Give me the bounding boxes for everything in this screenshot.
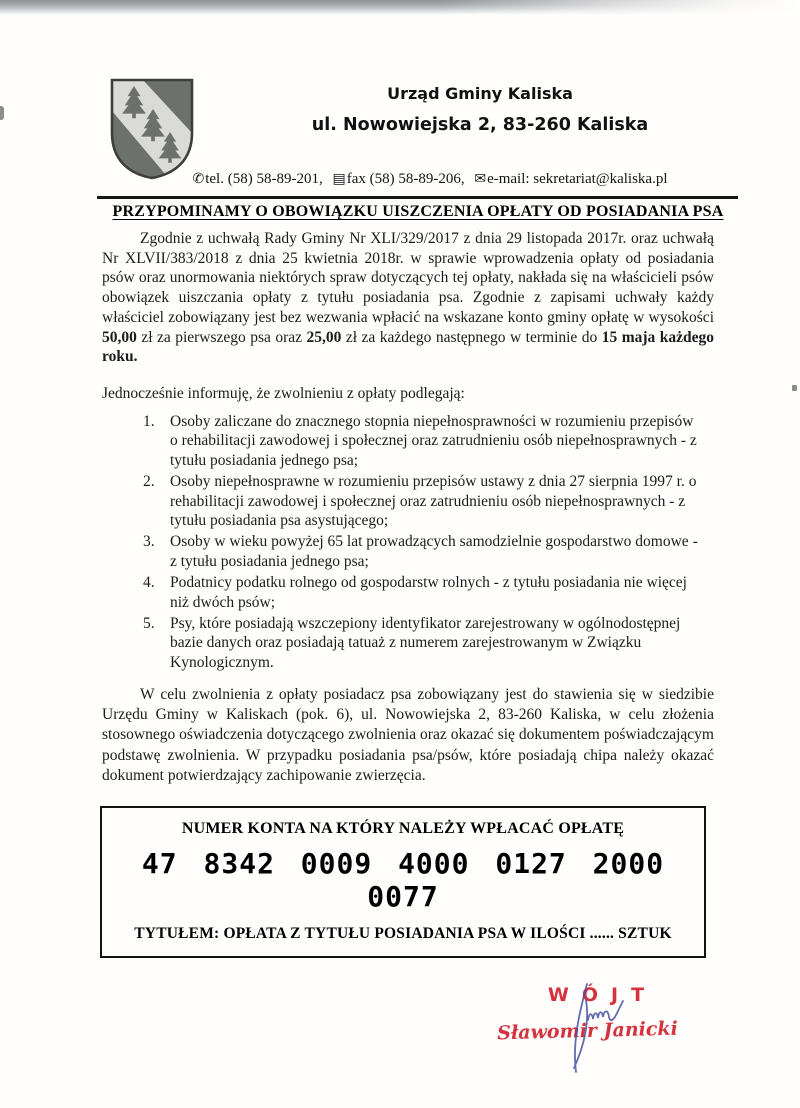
paragraph-text: zł za każdego następnego w terminie do xyxy=(341,328,602,346)
exemptions-list xyxy=(102,412,702,674)
paragraph-text: Zgodnie z uchwałą Rady Gminy Nr XLI/329/2017 z dnia 29 listopada 2017r. oraz uchwałą Nr XLVII/383/2018 z dnia 25 kwietnia 2018r. w sprawie wprowadzenia opłaty od posiadania psów oraz unormowania niektórych spraw dotyczących tej opłaty, nakłada się na właścicieli psów obowiązek uiszczania opłaty z tytułu posiadania psa. Zgodnie z zapisami uchwały każdy właściciel zobowiązany jest bez wezwania wpłacić na wskazane konto gminy opłatę w wysokości xyxy=(102,230,714,326)
scan-speck-artifact xyxy=(792,385,797,391)
list-item-text: Psy, które posiadają wszczepiony identyfikator zarejestrowany w ogólnodostępnej bazie danych oraz posiadają tatuaż z numerem zarejestrowanym w Związku Kynologicznym. xyxy=(170,615,681,671)
list-item-number: 3. xyxy=(143,533,155,551)
exemptions-intro: Jednocześnie informuję, że zwolnieniu z opłaty podlegają: xyxy=(102,385,465,402)
list-item xyxy=(102,573,702,612)
paragraph-exemption-procedure: W celu zwolnienia z opłaty posiadacz psa zobowiązany jest do stawienia się w siedzibie Urzędu Gminy w Kaliskach (pok. 6), ul. Nowowiejska 2, 83-260 Kaliska, w celu złożenia stosownego oświadczenia dotyczącego zwolnienia oraz okazać się dokumentem poświadczającym podstawę zwolnienia. W przypadku posiadania psa/psów, które posiadają chipa należy okazać dokument potwierdzający zachipowanie zwierzęcia. xyxy=(102,686,714,784)
list-item-text: Osoby w wieku powyżej 65 lat prowadzących samodzielnie gospodarstwo domowe - z tytułu posiadania jednego psa; xyxy=(170,533,698,570)
list-item xyxy=(102,614,702,672)
email-icon: ✉ xyxy=(474,172,487,187)
mayor-role-stamp: WÓJT xyxy=(547,984,658,1006)
contact-line xyxy=(125,171,735,188)
list-item-number: 5. xyxy=(143,615,155,633)
list-item-text: Osoby zaliczane do znacznego stopnia niepełnosprawności w rozumieniu przepisów o rehabilitacji zawodowej i społecznej oraz zatrudnieniu osób niepełnosprawnych - z tytułu posiadania jednego psa; xyxy=(170,413,697,469)
payment-deadline: 15 maja każdego roku. xyxy=(102,328,714,366)
account-box-heading: NUMER KONTA NA KTÓRY NALEŻY WPŁACAĆ OPŁATĘ xyxy=(181,820,625,837)
list-item-text: Osoby niepełnosprawne w rozumieniu przepisów ustawy z dnia 27 sierpnia 1997 r. o rehabilitacji zawodowej i społecznej oraz zatrudnieniu osób niepełnosprawnych - z tytułu posiadania psa asystującego; xyxy=(170,473,697,530)
list-item xyxy=(102,532,702,571)
fax-icon: ▤ xyxy=(332,172,346,187)
phone-icon: ✆ xyxy=(192,172,205,187)
bank-account-number: 47 8342 0009 4000 0127 2000 0077 xyxy=(141,847,665,913)
payment-title-line: TYTUŁEM: OPŁATA Z TYTUŁU POSIADANIA PSA W ILOŚCI ...... SZTUK xyxy=(134,925,672,942)
list-item xyxy=(102,412,702,470)
municipality-crest-icon xyxy=(108,77,196,181)
mayor-name-stamp: Sławomir Janicki xyxy=(496,1017,679,1045)
header-divider xyxy=(97,196,738,199)
list-item-number: 4. xyxy=(143,574,155,592)
list-item-text: Podatnicy podatku rolnego od gospodarstw rolnych - z tytułu posiadania nie więcej niż dwóch psów; xyxy=(170,574,687,611)
list-item xyxy=(102,472,702,530)
paragraph-fee-obligation xyxy=(102,229,714,367)
bank-account-box xyxy=(100,806,706,958)
paragraph-text: zł za pierwszego psa oraz xyxy=(136,328,307,346)
fax-number: fax (58) 58-89-206, xyxy=(346,171,465,187)
org-name: Urząd Gminy Kaliska xyxy=(387,84,573,103)
scan-smudge-artifact xyxy=(0,106,4,120)
email-address: e-mail: sekretariat@kaliska.pl xyxy=(487,171,668,187)
list-item-number: 2. xyxy=(143,473,155,491)
document-title: PRZYPOMINAMY O OBOWIĄZKU UISZCZENIA OPŁATY OD POSIADANIA PSA xyxy=(112,203,724,220)
fee-next-dog: 25,00 xyxy=(306,328,342,346)
list-item-number: 1. xyxy=(143,413,155,430)
org-address: ul. Nowowiejska 2, 83-260 Kaliska xyxy=(311,115,649,135)
handwritten-signature xyxy=(530,972,650,1082)
fee-first-dog: 50,00 xyxy=(102,328,137,346)
phone-number: tel. (58) 58-89-201, xyxy=(205,171,323,187)
scanner-edge-artifact xyxy=(0,0,800,15)
